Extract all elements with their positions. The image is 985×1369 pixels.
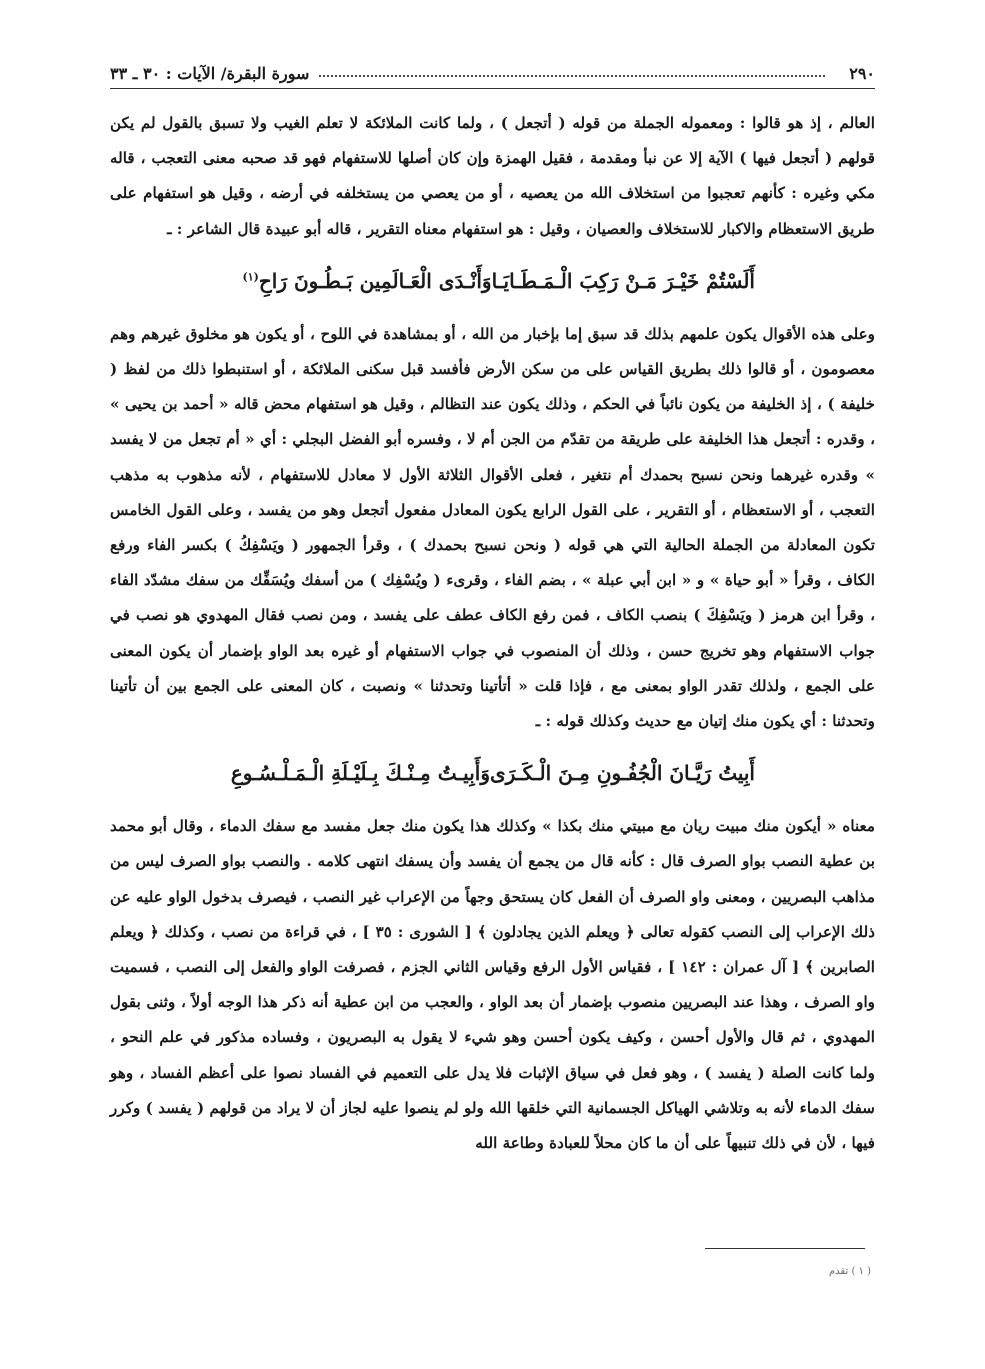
verse-1-first-hemistich: أَلَسْتُمْ خَيْـرَ مَـنْ رَكِبَ الْـمَـطَـايَـا bbox=[491, 268, 755, 293]
verse-2-second-hemistich: وَأَبِيـتُ مِـنْـكَ بِـلَيْـلَةِ الْـمَـلْـسُـوعِ bbox=[230, 761, 491, 786]
page-content bbox=[110, 106, 875, 1161]
verse-2-first-hemistich: أَبِيتُ رَيَّـانَ الْجُفُـونِ مِـنَ الْـكَـرَى bbox=[490, 761, 755, 786]
page-header bbox=[110, 58, 875, 89]
verse-1-second-hemistich: وَأَنْـدَى الْعَـالَمِين بَـطُـونَ رَاحِ$^{(١)}$ bbox=[242, 268, 492, 293]
footnote-reference: (١) bbox=[242, 270, 259, 284]
poetry-verse-1 bbox=[110, 251, 875, 311]
paragraph-1: العالم ، إذ هو قالوا : ومعموله الجملة من قوله ( أتجعل ) ، ولما كانت الملائكة لا تعلم الغيب ولا تسبق بالقول لم يكن قولهم ( أتجعل فيها ) الآية إلا عن نبأ ومقدمة ، فقيل الهمزة وإن كان أصلها للاستفهام فهو قد صحبه معنى التعجب ، قاله مكي وغيره : كأنهم تعجبوا من استخلاف الله من يعصيه ، أو من يعصي من يستخلفه في أرضه ، وقيل هو استفهام على طريق الاستعظام والاكبار للاستخلاف والعصيان ، وقيل : هو استفهام معناه التقرير ، قاله أبو عبيدة قال الشاعر : ـ bbox=[110, 114, 875, 238]
footnote-divider bbox=[705, 1248, 865, 1249]
poetry-verse-2 bbox=[110, 743, 875, 803]
paragraph-3: معناه « أيكون منك مبيت ريان مع مبيتي منك بكذا » وكذلك هذا يكون منك جعل مفسد مع سفك الدماء ، وقال أبو محمد بن عطية النصب بواو الصرف قال : كأنه قال من يجمع أن يفسد وأن يسفك انتهى كلامه . والنصب بواو الصرف ليس من مذاهب البصريين ، ومعنى واو الصرف أن الفعل كان يستحق وجهاً من الإعراب غير النصب ، فيصرف بدخول الواو عليه عن ذلك الإعراب إلى النصب كقوله تعالى ﴿ ويعلم الذين يجادلون ﴾ [ الشورى : ٣٥ ] ، في قراءة من نصب ، وكذلك ﴿ ويعلم الصابرين ﴾ [ آل عمران : ١٤٢ ] ، فقياس الأول الرفع وقياس الثاني الجزم ، فصرفت الواو والفعل إلى النصب ، فسميت واو الصرف ، وهذا عند البصريين منصوب بإضمار أن بعد الواو ، والعجب من ابن عطية أنه ذكر هذا الوجه أولاً ، وثنى بقول المهدوي ، ثم قال والأول أحسن ، وكيف يكون أحسن وهو شيء لا يقول به البصريون ، وفساده مذكور في علم النحو ، ولما كانت الصلة ( يفسد ) ، وهو فعل في سياق الإثبات فلا يدل على التعميم في الفساد نصوا على أعظم الفساد ، وهو سفك الدماء لأنه به وتلاشي الهياكل الجسمانية التي خلقها الله ولو لم ينصوا عليه لجاز أن لا يراد من قولهم ( يفسد ) وكرر فيها ، لأن في ذلك تنبيهاً على أن ما كان محلاً للعبادة وطاعة الله bbox=[110, 817, 875, 1153]
page-number: ٢٩٠ bbox=[849, 63, 875, 83]
paragraph-2: وعلى هذه الأقوال يكون علمهم بذلك قد سبق إما بإخبار من الله ، أو بمشاهدة في اللوح ، أو يكون هو مخلوق غيرهم وهم معصومون ، أو قالوا ذلك بطريق القياس على من سكن الأرض فأفسد قبل سكنى الملائكة ، أو استنبطوا ذلك من لفظ ( خليفة ) ، إذ الخليفة من يكون نائباً في الحكم ، وذلك يكون عند التظالم ، وقيل هو استفهام محض قاله « أحمد بن يحيى » ، وقدره : أتجعل هذا الخليفة على طريقة من تقدّم من الجن أم لا ، وفسره أبو الفضل البجلي : أي « أم تجعل من لا يفسد » وقدره غيرهما ونحن نسبح بحمدك أم نتغير ، فعلى الأقوال الثلاثة الأول لا معادل للاستفهام ، لأنه مذهوب به مذهب التعجب ، أو الاستعظام ، أو التقرير ، على القول الرابع يكون المعادل مفعول أتجعل وهو من يفسد ، وعلى القول الخامس تكون المعادلة من الجملة الحالية التي هي قوله ( ونحن نسبح بحمدك ) ، وقرأ الجمهور ( ويَسْفِكُ ) بكسر الفاء ورفع الكاف ، وقرأ « أبو حياة » و « ابن أبي عبلة » ، بضم الفاء ، وقرىء ( ويُسْفِك ) من أسفك ويُسَفِّك من سفك مشدّد الفاء ، وقرأ ابن هرمز ( ويَسْفِكَ ) بنصب الكاف ، فمن رفع الكاف عطف على يفسد ، ومن نصب فقال المهدوي هو نصب في جواب الاستفهام وهو تخريج حسن ، وذلك أن المنصوب في جواب الاستفهام أو غيره بعد الواو بإضمار أن يكون المعنى على الجمع ، ولذلك تقدر الواو بمعنى مع ، فإذا قلت « أتأتينا وتحدثنا » ونصبت ، كان المعنى على الجمع بين أن تأتينا وتحدثنا : أي يكون منك إتيان مع حديث وكذلك قوله : ـ bbox=[110, 324, 875, 731]
header-dotted-leader bbox=[319, 75, 825, 77]
running-title: سورة البقرة/ الآيات : ٣٠ ـ ٣٣ bbox=[110, 63, 310, 83]
footnote: ( ١ ) تقدم bbox=[828, 1266, 871, 1277]
